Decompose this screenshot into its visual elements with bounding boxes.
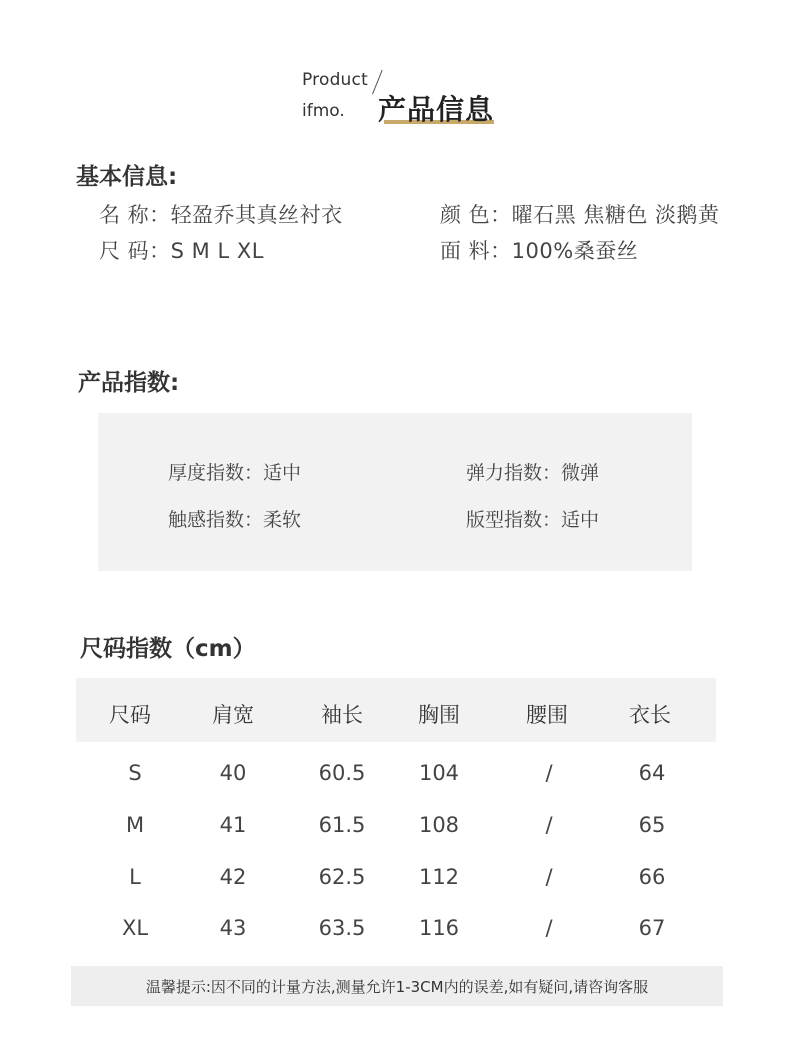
header-en-product: Product [302,70,368,90]
table-cell: 42 [219,865,247,889]
table-cell: 40 [219,761,247,785]
info-fabric: 面 料：100%桑蚕丝 [440,239,639,263]
col-header-sleeve: 袖长 [321,703,363,727]
table-cell: 65 [638,813,666,837]
table-cell: 60.5 [318,761,366,785]
info-color: 颜 色：曜石黑 焦糖色 淡鹅黄 [440,203,720,227]
table-cell: 61.5 [318,813,366,837]
table-cell: 108 [418,813,460,837]
page-title: 产品信息 [378,93,495,126]
table-cell: 112 [418,865,460,889]
index-thickness: 厚度指数：适中 [168,462,302,484]
size-index-title: 尺码指数（cm） [80,636,256,662]
table-cell: XL [121,916,149,940]
product-index-box [98,413,692,571]
table-cell: 104 [418,761,460,785]
header-en-ifmo: ifmo. [302,101,345,121]
table-cell: / [545,761,553,785]
table-cell: L [129,865,141,889]
col-header-size: 尺码 [109,703,151,727]
info-size: 尺 码：S M L XL [99,239,264,263]
table-cell: / [545,865,553,889]
table-cell: 64 [638,761,666,785]
table-cell: / [545,916,553,940]
basic-info-title: 基本信息: [76,164,178,190]
table-cell: 43 [219,916,247,940]
table-cell: 41 [219,813,247,837]
product-index-title: 产品指数: [78,370,180,396]
table-cell: S [128,761,142,785]
table-cell: 62.5 [318,865,366,889]
table-cell: 66 [638,865,666,889]
table-cell: / [545,813,553,837]
table-cell: M [125,813,145,837]
table-cell: 67 [638,916,666,940]
index-fit: 版型指数：适中 [466,509,600,531]
info-name: 名 称：轻盈乔其真丝衬衣 [99,203,343,227]
measurement-tip: 温馨提示:因不同的计量方法,测量允许1-3CM内的误差,如有疑问,请咨询客服 [145,978,649,996]
table-cell: 63.5 [318,916,366,940]
index-elasticity: 弹力指数：微弹 [466,462,600,484]
col-header-waist: 腰围 [526,703,568,727]
col-header-length: 衣长 [629,703,671,727]
col-header-shoulder: 肩宽 [212,703,254,727]
table-cell: 116 [418,916,460,940]
col-header-chest: 胸围 [418,703,460,727]
index-touch: 触感指数：柔软 [168,509,302,531]
